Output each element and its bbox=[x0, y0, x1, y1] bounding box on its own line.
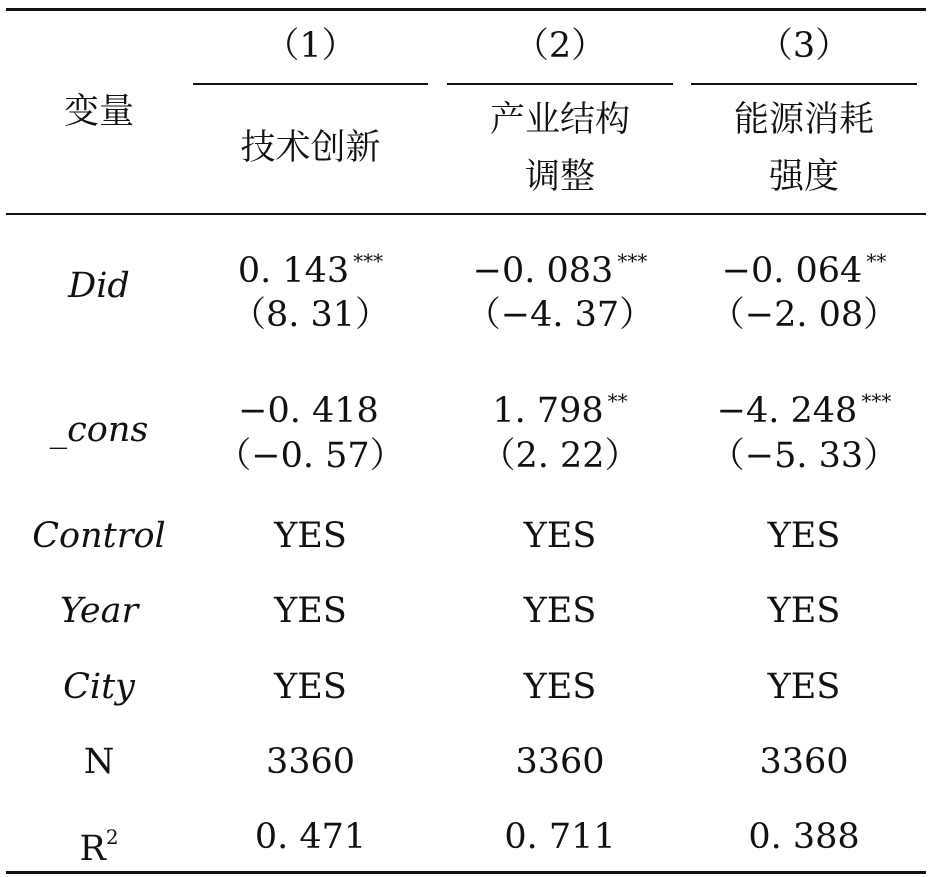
col3-name-line1: 能源消耗 bbox=[733, 100, 874, 140]
cons-stars-2: ** bbox=[607, 389, 628, 413]
did-coef-3: −0. 064 ** bbox=[721, 249, 887, 291]
did-t-2: （−4. 37） bbox=[465, 295, 655, 335]
top-rule bbox=[6, 8, 926, 11]
col3-name-line2: 强度 bbox=[768, 157, 839, 197]
r2-superscript: 2 bbox=[105, 825, 119, 849]
col2-number: （2） bbox=[513, 26, 607, 66]
city-1: YES bbox=[274, 667, 347, 707]
row-label-did: Did bbox=[68, 266, 130, 306]
row-label-city: City bbox=[63, 667, 135, 707]
control-3: YES bbox=[767, 516, 841, 556]
year-2: YES bbox=[523, 591, 597, 631]
col2-subrule bbox=[447, 83, 673, 85]
header-rule bbox=[6, 213, 926, 215]
row-label-control: Control bbox=[32, 516, 166, 556]
col2-name-line1: 产业结构 bbox=[489, 100, 630, 140]
cons-t-2: （2. 22） bbox=[480, 436, 640, 476]
header-variable: 变量 bbox=[63, 92, 134, 132]
did-coef-1: 0. 143 *** bbox=[237, 249, 384, 291]
cons-coef-1: −0. 418 bbox=[238, 391, 379, 431]
cons-coef-2: 1. 798 ** bbox=[492, 389, 628, 431]
n-3: 3360 bbox=[759, 742, 849, 782]
did-coef-2: −0. 083 *** bbox=[472, 249, 648, 291]
n-1: 3360 bbox=[265, 742, 356, 782]
col3-number: （3） bbox=[757, 26, 851, 66]
col1-number: （1） bbox=[264, 26, 357, 66]
did-stars-2: *** bbox=[617, 249, 648, 273]
cons-stars-3: *** bbox=[861, 389, 892, 413]
row-label-r2: $R^2$ bbox=[79, 825, 119, 869]
cons-t-1: （−0. 57） bbox=[216, 436, 405, 476]
col2-name-line2: 调整 bbox=[524, 157, 595, 197]
did-t-3: （−2. 08） bbox=[709, 295, 899, 335]
year-1: YES bbox=[274, 591, 347, 631]
row-label-cons: _cons bbox=[49, 410, 149, 450]
did-stars-3: ** bbox=[866, 249, 887, 273]
cons-coef-3: −4. 248 *** bbox=[716, 389, 892, 431]
col3-subrule bbox=[691, 83, 917, 85]
control-1: YES bbox=[274, 516, 347, 556]
city-2: YES bbox=[523, 667, 597, 707]
r2-2: 0. 711 bbox=[504, 817, 616, 857]
cons-t-3: （−5. 33） bbox=[709, 436, 899, 476]
city-3: YES bbox=[767, 667, 841, 707]
control-2: YES bbox=[523, 516, 597, 556]
year-3: YES bbox=[767, 591, 841, 631]
col1-name: 技术创新 bbox=[240, 128, 381, 168]
r2-1: 0. 471 bbox=[254, 817, 367, 857]
r2-3: 0. 388 bbox=[748, 817, 860, 857]
row-label-year: Year bbox=[59, 591, 139, 631]
col1-subrule bbox=[193, 83, 428, 85]
row-label-n: N bbox=[83, 742, 115, 782]
did-t-1: （8. 31） bbox=[230, 295, 391, 335]
n-2: 3360 bbox=[515, 742, 605, 782]
did-stars-1: *** bbox=[353, 249, 384, 273]
